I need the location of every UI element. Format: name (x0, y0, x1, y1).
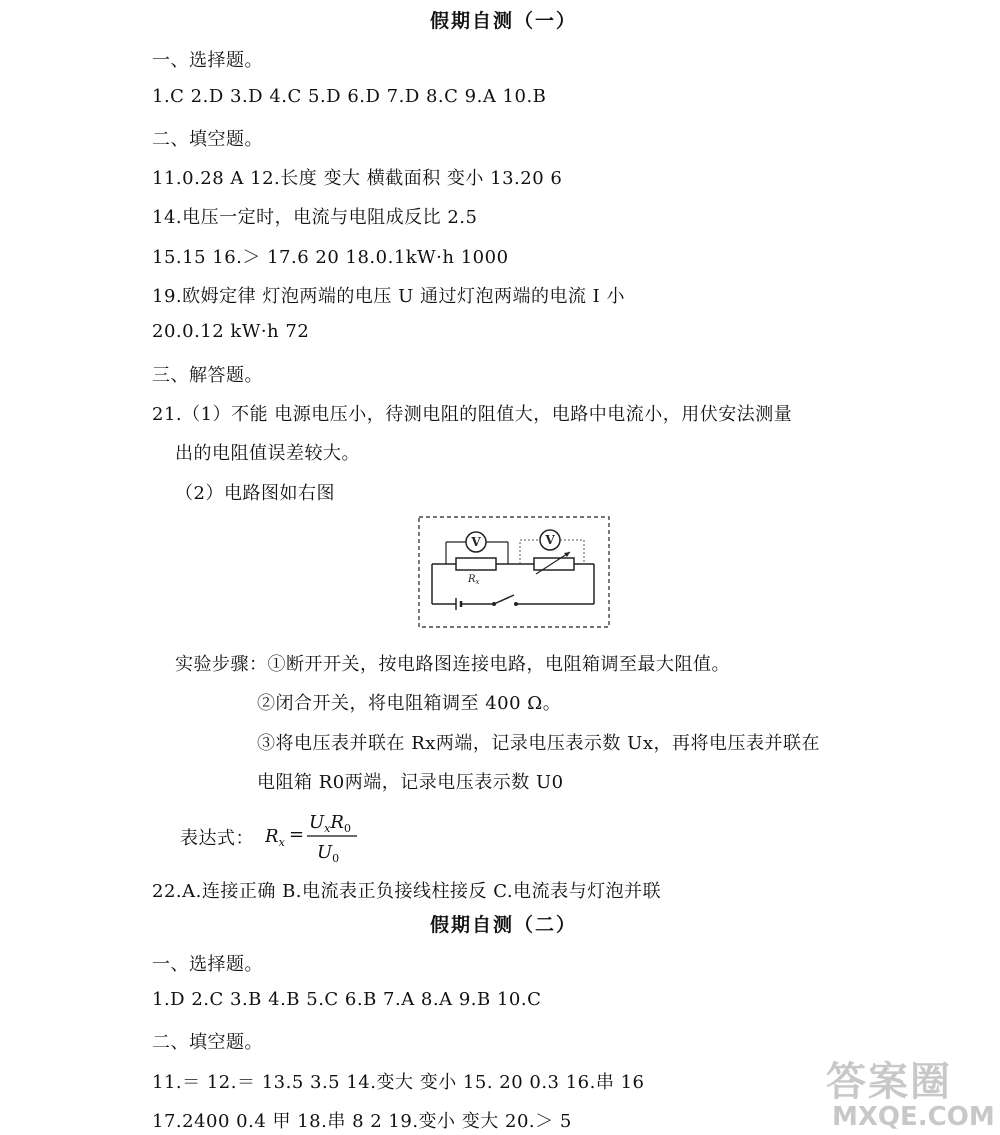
section1-choice-answers: 1.C 2.D 3.D 4.C 5.D 6.D 7.D 8.C 9.A 10.B (152, 86, 547, 107)
q21-line-1: 21.（1）不能 电源电压小，待测电阻的阻值大，电路中电流小，用伏安法测量 (152, 404, 793, 425)
watermark-logo-text: 答案圈 (826, 1058, 952, 1105)
section1-fill-line-2: 14.电压一定时，电流与电阻成反比 2.5 (152, 207, 478, 228)
watermark (820, 1050, 1000, 1135)
section2-choice-answers: 1.D 2.C 3.B 4.B 5.C 6.B 7.A 8.A 9.B 10.C (152, 989, 542, 1010)
voltmeter-2-label: V (545, 533, 555, 547)
section1-fill-line-5: 20.0.12 kW·h 72 (152, 321, 310, 342)
section1-title: 假期自测（一） (430, 10, 578, 32)
q21-part-2: （2）电路图如右图 (175, 483, 335, 504)
voltmeter-1-label: V (471, 535, 481, 549)
step-3-line-1: ③将电压表并联在 Rx两端，记录电压表示数 Ux，再将电压表并联在 (257, 733, 820, 754)
section2-fill-line-1: 11.＝ 12.＝ 13.5 3.5 14.变大 变小 15. 20 0.3 16.串 16 (152, 1072, 645, 1093)
section2-choice-heading: 一、选择题。 (152, 954, 263, 975)
section1-solve-heading: 三、解答题。 (152, 365, 263, 386)
svg-text:UxR0: $U_xR_0$ (309, 812, 351, 835)
resistance-expression (265, 806, 375, 868)
q21-line-2: 出的电阻值误差较大。 (175, 443, 360, 464)
section1-fill-heading: 二、填空题。 (152, 129, 263, 150)
resistor-label: $R_x$ (468, 574, 480, 586)
q22: 22.A.连接正确 B.电流表正负接线柱接反 C.电流表与灯泡并联 (152, 881, 662, 902)
section1-fill-line-1: 11.0.28 A 12.长度 变大 横截面积 变小 13.20 6 (152, 168, 563, 189)
expression-label: 表达式： (180, 828, 254, 849)
section1-fill-line-4: 19.欧姆定律 灯泡两端的电压 U 通过灯泡两端的电流 I 小 (152, 286, 626, 307)
watermark-url: MXQE.COM (832, 1102, 995, 1132)
step-1: 实验步骤：①断开开关，按电路图连接电路，电阻箱调至最大阻值。 (175, 654, 730, 675)
section2-title: 假期自测（二） (430, 914, 578, 936)
step-2: ②闭合开关，将电阻箱调至 400 Ω。 (257, 693, 562, 714)
section2-fill-heading: 二、填空题。 (152, 1032, 263, 1053)
section2-fill-line-2: 17.2400 0.4 甲 18.串 8 2 19.变小 变大 20.＞ 5 (152, 1111, 572, 1132)
step-3-line-2: 电阻箱 R0两端，记录电压表示数 U0 (257, 772, 564, 793)
section1-fill-line-3: 15.15 16.＞ 17.6 20 18.0.1kW·h 1000 (152, 247, 509, 268)
section1-choice-heading: 一、选择题。 (152, 50, 263, 71)
svg-text:=: = (289, 824, 305, 845)
circuit-diagram (418, 516, 610, 628)
svg-text:Rx: $R_x$ (265, 826, 285, 849)
svg-text:U0: $U_0$ (317, 842, 340, 865)
